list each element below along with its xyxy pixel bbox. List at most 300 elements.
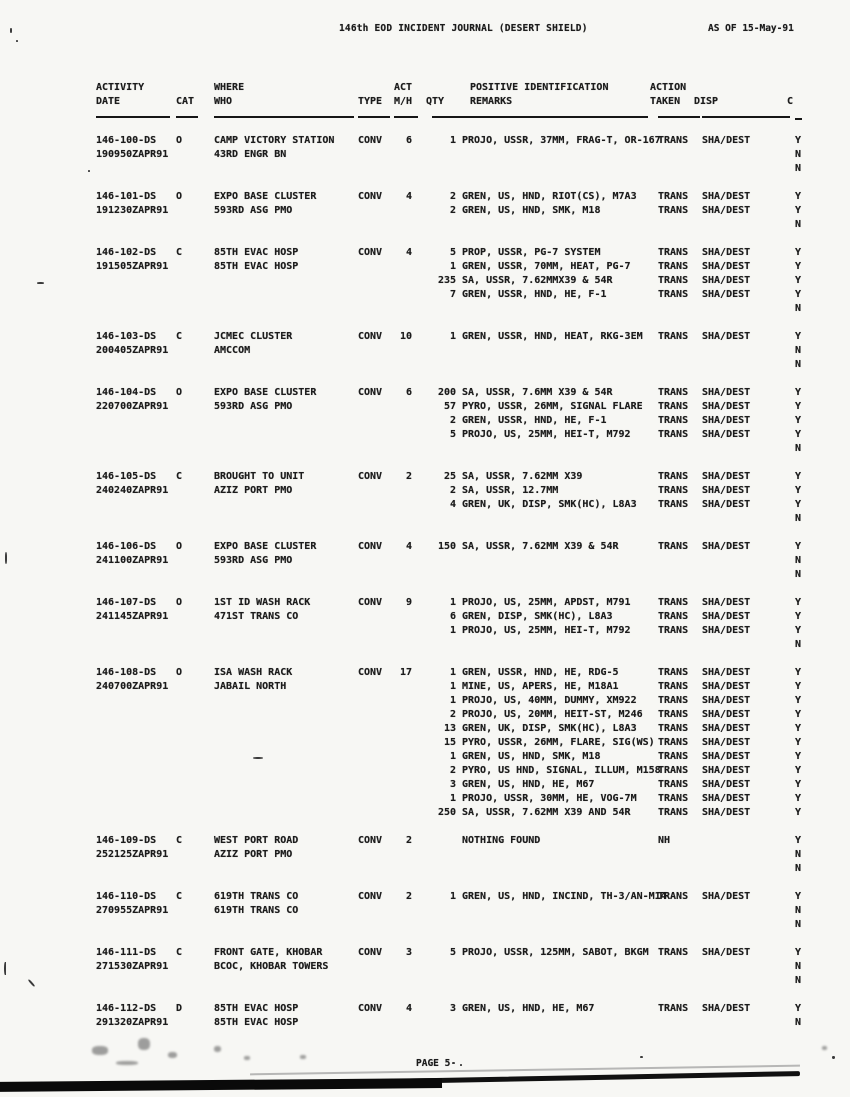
scan-bottom-bar-thin	[388, 1071, 800, 1084]
scan-speck	[16, 40, 18, 42]
complete-flag: N	[795, 513, 802, 524]
scan-speck	[253, 757, 263, 759]
incident-date: 240700ZAPR91	[96, 681, 169, 692]
action-taken: TRANS	[658, 261, 689, 272]
journal-line	[0, 134, 850, 148]
journal-line	[0, 204, 850, 218]
action-taken: TRANS	[658, 541, 689, 552]
where-location: WEST PORT ROAD	[214, 835, 299, 846]
ordnance-type: CONV	[358, 597, 383, 608]
header-underline-rules	[0, 116, 850, 122]
action-taken: TRANS	[658, 415, 689, 426]
header-cat: CAT	[176, 96, 195, 107]
journal-line	[0, 680, 850, 694]
category: C	[176, 331, 183, 342]
incident-id: 146-109-DS	[96, 835, 157, 846]
action-taken: TRANS	[658, 611, 689, 622]
qty-value: 15	[443, 737, 456, 748]
action-taken: NH	[658, 835, 671, 846]
journal-line	[0, 918, 850, 932]
remark-text: PROJO, US, 25MM, APDST, M791	[462, 597, 631, 608]
action-taken: TRANS	[658, 401, 689, 412]
complete-flag: Y	[795, 597, 802, 608]
complete-flag: N	[795, 975, 802, 986]
act-mh-value: 4	[405, 247, 412, 258]
complete-flag: Y	[795, 807, 802, 818]
qty-value: 250	[437, 807, 456, 818]
act-mh-value: 17	[399, 667, 412, 678]
incident-date: 190950ZAPR91	[96, 149, 169, 160]
scan-smudge	[168, 1052, 177, 1058]
incident-id: 146-107-DS	[96, 597, 157, 608]
where-location: BROUGHT TO UNIT	[214, 471, 305, 482]
ordnance-type: CONV	[358, 947, 383, 958]
header-date: DATE	[96, 96, 121, 107]
complete-flag: N	[795, 345, 802, 356]
disposition: SHA/DEST	[702, 947, 751, 958]
journal-line	[0, 288, 850, 302]
journal-line	[0, 792, 850, 806]
remark-text: GREN, USSR, HND, HEAT, RKG-3EM	[462, 331, 643, 342]
action-taken: TRANS	[658, 1003, 689, 1014]
act-mh-value: 4	[405, 541, 412, 552]
remark-text: PROJO, US, 25MM, HEI-T, M792	[462, 625, 631, 636]
journal-line	[0, 484, 850, 498]
disposition: SHA/DEST	[702, 401, 751, 412]
ordnance-type: CONV	[358, 891, 383, 902]
scan-speck	[88, 170, 90, 172]
complete-flag: Y	[795, 681, 802, 692]
journal-line	[0, 1002, 850, 1016]
incident-id: 146-103-DS	[96, 331, 157, 342]
disposition: SHA/DEST	[702, 681, 751, 692]
incident-block	[0, 190, 850, 232]
disposition: SHA/DEST	[702, 737, 751, 748]
complete-flag: Y	[795, 485, 802, 496]
incident-block	[0, 330, 850, 372]
incident-block	[0, 1002, 850, 1030]
ordnance-type: CONV	[358, 135, 383, 146]
who-unit: 471ST TRANS CO	[214, 611, 299, 622]
incident-block	[0, 890, 850, 932]
category: O	[176, 387, 183, 398]
scan-smudge	[300, 1055, 306, 1059]
qty-value: 3	[449, 1003, 456, 1014]
journal-line	[0, 750, 850, 764]
incident-date: 252125ZAPR91	[96, 849, 169, 860]
incident-id: 146-106-DS	[96, 541, 157, 552]
disposition: SHA/DEST	[702, 793, 751, 804]
scan-speck	[37, 282, 44, 284]
remark-text: GREN, USSR, HND, HE, RDG-5	[462, 667, 619, 678]
disposition: SHA/DEST	[702, 723, 751, 734]
disposition: SHA/DEST	[702, 1003, 751, 1014]
as-of-date: AS OF 15-May-91	[708, 23, 794, 34]
complete-flag: Y	[795, 1003, 802, 1014]
disposition: SHA/DEST	[702, 261, 751, 272]
where-location: 85TH EVAC HOSP	[214, 247, 299, 258]
qty-value: 2	[449, 709, 456, 720]
complete-flag: Y	[795, 135, 802, 146]
journal-line	[0, 498, 850, 512]
action-taken: TRANS	[658, 429, 689, 440]
complete-flag: Y	[795, 751, 802, 762]
remark-text: PROJO, USSR, 37MM, FRAG-T, OR-167	[462, 135, 661, 146]
journal-line	[0, 778, 850, 792]
qty-value: 2	[449, 485, 456, 496]
header-disp: DISP	[694, 96, 719, 107]
qty-value: 1	[449, 681, 456, 692]
complete-flag: Y	[795, 275, 802, 286]
remark-text: GREN, USSR, HND, HE, F-1	[462, 415, 607, 426]
incident-block	[0, 666, 850, 820]
journal-rows	[0, 134, 850, 1044]
ordnance-type: CONV	[358, 387, 383, 398]
disposition: SHA/DEST	[702, 387, 751, 398]
disposition: SHA/DEST	[702, 891, 751, 902]
table-header-row-1	[0, 81, 850, 95]
disposition: SHA/DEST	[702, 779, 751, 790]
who-unit: 619TH TRANS CO	[214, 905, 299, 916]
remark-text: PROJO, USSR, 125MM, SABOT, BKGM	[462, 947, 649, 958]
action-taken: TRANS	[658, 667, 689, 678]
complete-flag: N	[795, 303, 802, 314]
remark-text: SA, USSR, 7.62MMX39 & 54R	[462, 275, 613, 286]
complete-flag: Y	[795, 737, 802, 748]
complete-flag: Y	[795, 541, 802, 552]
act-mh-value: 4	[405, 191, 412, 202]
journal-line	[0, 386, 850, 400]
scan-speck	[10, 28, 12, 33]
journal-line	[0, 834, 850, 848]
ordnance-type: CONV	[358, 247, 383, 258]
incident-id: 146-100-DS	[96, 135, 157, 146]
incident-block	[0, 834, 850, 876]
where-location: 1ST ID WASH RACK	[214, 597, 311, 608]
remark-text: GREN, USSR, 70MM, HEAT, PG-7	[462, 261, 631, 272]
who-unit: 85TH EVAC HOSP	[214, 1017, 299, 1028]
where-location: 85TH EVAC HOSP	[214, 1003, 299, 1014]
ordnance-type: CONV	[358, 331, 383, 342]
qty-value: 235	[437, 275, 456, 286]
incident-date: 291320ZAPR91	[96, 1017, 169, 1028]
incident-id: 146-108-DS	[96, 667, 157, 678]
header-who: WHO	[214, 96, 233, 107]
disposition: SHA/DEST	[702, 205, 751, 216]
scan-speck	[452, 1062, 455, 1064]
where-location: ISA WASH RACK	[214, 667, 293, 678]
act-mh-value: 10	[399, 331, 412, 342]
complete-flag: Y	[795, 709, 802, 720]
where-location: 619TH TRANS CO	[214, 891, 299, 902]
action-taken: TRANS	[658, 331, 689, 342]
remark-text: SA, USSR, 7.6MM X39 & 54R	[462, 387, 613, 398]
remark-text: GREN, US, HND, SMK, M18	[462, 751, 601, 762]
qty-value: 4	[449, 499, 456, 510]
disposition: SHA/DEST	[702, 331, 751, 342]
action-taken: TRANS	[658, 793, 689, 804]
incident-id: 146-111-DS	[96, 947, 157, 958]
header-act: ACT	[394, 82, 413, 93]
journal-line	[0, 274, 850, 288]
complete-flag: N	[795, 863, 802, 874]
ordnance-type: CONV	[358, 191, 383, 202]
remark-text: GREN, US, HND, INCIND, TH-3/AN-M14	[462, 891, 667, 902]
complete-flag: Y	[795, 499, 802, 510]
journal-line	[0, 414, 850, 428]
journal-line	[0, 736, 850, 750]
scan-speck	[640, 1056, 643, 1058]
disposition: SHA/DEST	[702, 429, 751, 440]
action-taken: TRANS	[658, 387, 689, 398]
complete-flag: Y	[795, 611, 802, 622]
action-taken: TRANS	[658, 471, 689, 482]
category: C	[176, 891, 183, 902]
disposition: SHA/DEST	[702, 275, 751, 286]
scan-speck	[5, 552, 7, 564]
action-taken: TRANS	[658, 779, 689, 790]
remark-text: MINE, US, APERS, HE, M18A1	[462, 681, 619, 692]
remark-text: GREN, UK, DISP, SMK(HC), L8A3	[462, 723, 637, 734]
scan-smudge	[92, 1046, 108, 1055]
journal-line	[0, 428, 850, 442]
action-taken: TRANS	[658, 737, 689, 748]
journal-line	[0, 512, 850, 526]
action-taken: TRANS	[658, 695, 689, 706]
who-unit: BCOC, KHOBAR TOWERS	[214, 961, 329, 972]
incident-block	[0, 246, 850, 316]
act-mh-value: 6	[405, 135, 412, 146]
journal-line	[0, 806, 850, 820]
who-unit: 43RD ENGR BN	[214, 149, 287, 160]
complete-flag: N	[795, 1017, 802, 1028]
journal-line	[0, 904, 850, 918]
header-taken: TAKEN	[650, 96, 681, 107]
header-remarks: REMARKS	[470, 96, 513, 107]
journal-line	[0, 470, 850, 484]
disposition: SHA/DEST	[702, 415, 751, 426]
action-taken: TRANS	[658, 205, 689, 216]
remark-text: SA, USSR, 7.62MM X39 & 54R	[462, 541, 619, 552]
complete-flag: Y	[795, 779, 802, 790]
where-location: EXPO BASE CLUSTER	[214, 541, 317, 552]
scan-speck	[832, 1056, 835, 1059]
journal-line	[0, 722, 850, 736]
incident-date: 200405ZAPR91	[96, 345, 169, 356]
journal-line	[0, 400, 850, 414]
category: D	[176, 1003, 183, 1014]
qty-value: 13	[443, 723, 456, 734]
where-location: CAMP VICTORY STATION	[214, 135, 335, 146]
complete-flag: Y	[795, 667, 802, 678]
complete-flag: Y	[795, 835, 802, 846]
category: O	[176, 541, 183, 552]
category: C	[176, 471, 183, 482]
incident-id: 146-105-DS	[96, 471, 157, 482]
disposition: SHA/DEST	[702, 597, 751, 608]
journal-line	[0, 848, 850, 862]
remark-text: PROJO, US, 40MM, DUMMY, XM922	[462, 695, 637, 706]
who-unit: AZIZ PORT PMO	[214, 485, 293, 496]
journal-line	[0, 610, 850, 624]
header-positive-identification: POSITIVE IDENTIFICATION	[470, 82, 609, 93]
who-unit: 593RD ASG PMO	[214, 555, 293, 566]
category: C	[176, 947, 183, 958]
action-taken: TRANS	[658, 289, 689, 300]
qty-value: 2	[449, 205, 456, 216]
act-mh-value: 9	[405, 597, 412, 608]
who-unit: 85TH EVAC HOSP	[214, 261, 299, 272]
action-taken: TRANS	[658, 765, 689, 776]
action-taken: TRANS	[658, 485, 689, 496]
qty-value: 1	[449, 891, 456, 902]
disposition: SHA/DEST	[702, 751, 751, 762]
header-action: ACTION	[650, 82, 687, 93]
journal-line	[0, 666, 850, 680]
qty-value: 5	[449, 429, 456, 440]
action-taken: TRANS	[658, 807, 689, 818]
disposition: SHA/DEST	[702, 289, 751, 300]
incident-block	[0, 596, 850, 652]
remark-text: NOTHING FOUND	[462, 835, 541, 846]
journal-line	[0, 246, 850, 260]
qty-value: 7	[449, 289, 456, 300]
disposition: SHA/DEST	[702, 471, 751, 482]
complete-flag: Y	[795, 401, 802, 412]
journal-line	[0, 862, 850, 876]
qty-value: 200	[437, 387, 456, 398]
ordnance-type: CONV	[358, 667, 383, 678]
remark-text: GREN, USSR, HND, HE, F-1	[462, 289, 607, 300]
header-c: C	[787, 96, 794, 107]
qty-value: 1	[449, 135, 456, 146]
complete-flag: N	[795, 359, 802, 370]
incident-date: 240240ZAPR91	[96, 485, 169, 496]
action-taken: TRANS	[658, 135, 689, 146]
remark-text: SA, USSR, 7.62MM X39	[462, 471, 583, 482]
scan-speck	[460, 1064, 462, 1066]
disposition: SHA/DEST	[702, 247, 751, 258]
qty-value: 6	[449, 611, 456, 622]
action-taken: TRANS	[658, 499, 689, 510]
category: O	[176, 667, 183, 678]
complete-flag: N	[795, 639, 802, 650]
where-location: EXPO BASE CLUSTER	[214, 191, 317, 202]
qty-value: 2	[449, 765, 456, 776]
header-activity: ACTIVITY	[96, 82, 145, 93]
disposition: SHA/DEST	[702, 135, 751, 146]
qty-value: 3	[449, 779, 456, 790]
complete-flag: Y	[795, 625, 802, 636]
journal-line	[0, 890, 850, 904]
incident-date: 220700ZAPR91	[96, 401, 169, 412]
qty-value: 1	[449, 695, 456, 706]
complete-flag: Y	[795, 891, 802, 902]
action-taken: TRANS	[658, 247, 689, 258]
act-mh-value: 2	[405, 471, 412, 482]
journal-line	[0, 568, 850, 582]
complete-flag: Y	[795, 947, 802, 958]
incident-id: 146-112-DS	[96, 1003, 157, 1014]
complete-flag: N	[795, 219, 802, 230]
ordnance-type: CONV	[358, 1003, 383, 1014]
journal-line	[0, 708, 850, 722]
disposition: SHA/DEST	[702, 807, 751, 818]
incident-date: 271530ZAPR91	[96, 961, 169, 972]
action-taken: TRANS	[658, 681, 689, 692]
action-taken: TRANS	[658, 947, 689, 958]
action-taken: TRANS	[658, 625, 689, 636]
journal-line	[0, 596, 850, 610]
remark-text: PROJO, USSR, 30MM, HE, VOG-7M	[462, 793, 637, 804]
act-mh-value: 2	[405, 891, 412, 902]
action-taken: TRANS	[658, 191, 689, 202]
remark-text: PROP, USSR, PG-7 SYSTEM	[462, 247, 601, 258]
journal-line	[0, 974, 850, 988]
complete-flag: N	[795, 961, 802, 972]
qty-value: 1	[449, 597, 456, 608]
complete-flag: Y	[795, 723, 802, 734]
remark-text: PROJO, US, 20MM, HEIT-ST, M246	[462, 709, 643, 720]
scan-bottom-bar	[0, 1078, 442, 1092]
journal-line	[0, 946, 850, 960]
header-qty: QTY	[426, 96, 445, 107]
header-type: TYPE	[358, 96, 383, 107]
complete-flag: N	[795, 905, 802, 916]
remark-text: GREN, US, HND, SMK, M18	[462, 205, 601, 216]
incident-date: 191505ZAPR91	[96, 261, 169, 272]
disposition: SHA/DEST	[702, 625, 751, 636]
complete-flag: Y	[795, 793, 802, 804]
journal-line	[0, 218, 850, 232]
action-taken: TRANS	[658, 723, 689, 734]
journal-line	[0, 302, 850, 316]
incident-block	[0, 470, 850, 526]
act-mh-value: 4	[405, 1003, 412, 1014]
complete-flag: N	[795, 149, 802, 160]
journal-line	[0, 554, 850, 568]
complete-flag: Y	[795, 261, 802, 272]
journal-line	[0, 162, 850, 176]
complete-flag: Y	[795, 205, 802, 216]
remark-text: PROJO, US, 25MM, HEI-T, M792	[462, 429, 631, 440]
incident-block	[0, 946, 850, 988]
qty-value: 1	[449, 261, 456, 272]
incident-block	[0, 386, 850, 456]
header-where: WHERE	[214, 82, 245, 93]
remark-text: GREN, DISP, SMK(HC), L8A3	[462, 611, 613, 622]
scan-speck	[4, 962, 6, 975]
complete-flag: Y	[795, 191, 802, 202]
act-mh-value: 3	[405, 947, 412, 958]
incident-block	[0, 134, 850, 176]
journal-line	[0, 694, 850, 708]
who-unit: JABAIL NORTH	[214, 681, 287, 692]
complete-flag: Y	[795, 471, 802, 482]
qty-value: 5	[449, 947, 456, 958]
category: C	[176, 247, 183, 258]
disposition: SHA/DEST	[702, 695, 751, 706]
header-mh: M/H	[394, 96, 413, 107]
journal-line	[0, 624, 850, 638]
complete-flag: Y	[795, 695, 802, 706]
incident-id: 146-104-DS	[96, 387, 157, 398]
who-unit: AMCCOM	[214, 345, 251, 356]
journal-line	[0, 442, 850, 456]
remark-text: PYRO, USSR, 26MM, SIGNAL FLARE	[462, 401, 643, 412]
remark-text: SA, USSR, 12.7MM	[462, 485, 559, 496]
action-taken: TRANS	[658, 891, 689, 902]
